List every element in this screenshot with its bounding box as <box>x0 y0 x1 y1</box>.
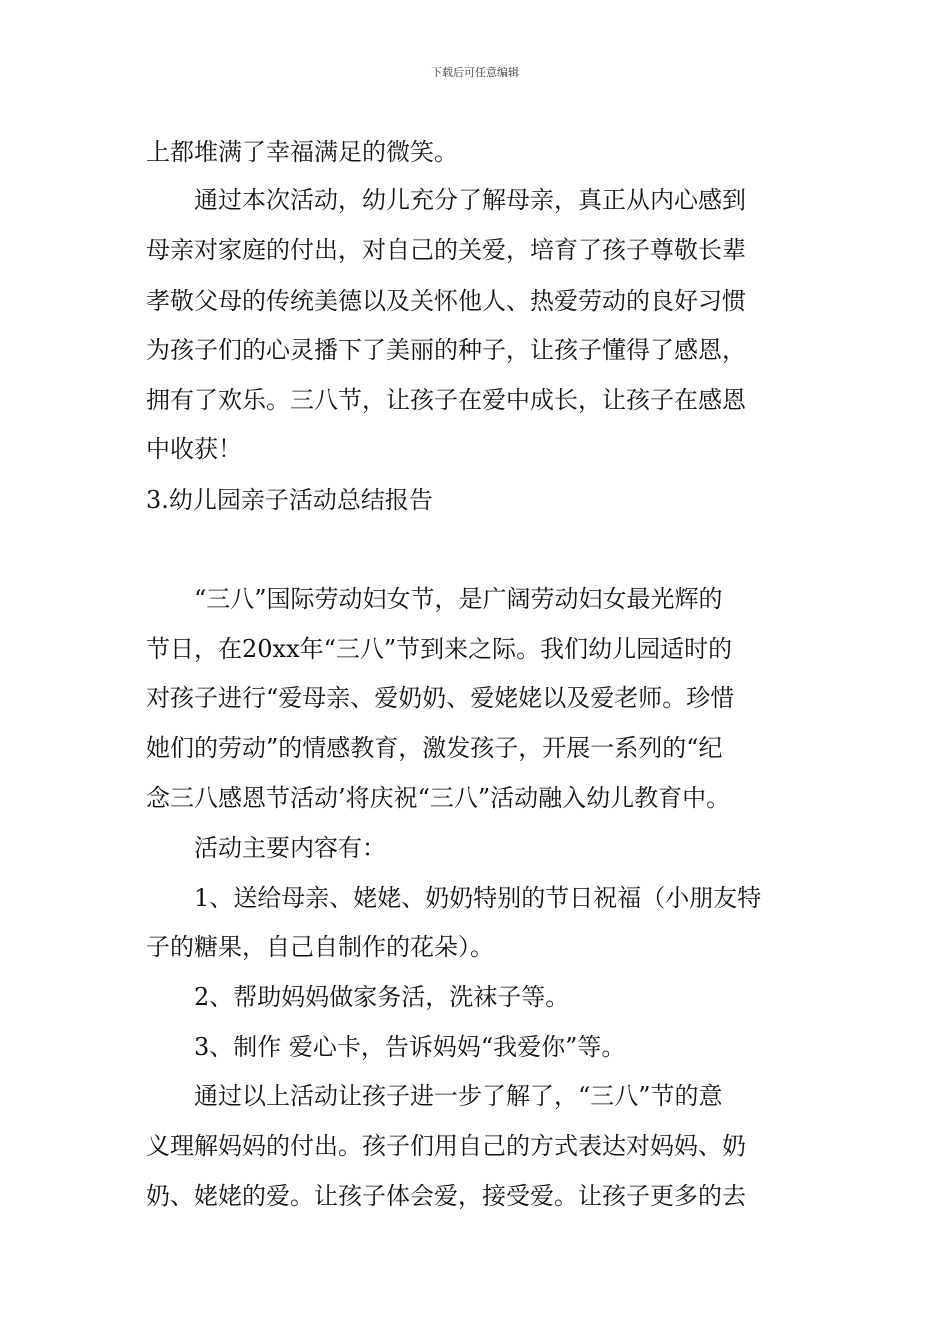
page-header: 下载后可任意编辑 <box>431 66 519 79</box>
text-line: 节日，在20xx年“三八”节到来之际。我们幼儿园适时的 <box>146 635 733 663</box>
text-line: 她们的劳动”的情感教育，激发孩子，开展一系列的“纪 <box>146 734 723 762</box>
list-item: 3、制作 爱心卡，告诉妈妈“我爱你”等。 <box>146 1033 626 1061</box>
text-line: 为孩子们的心灵播下了美丽的种子，让孩子懂得了感恩， <box>146 336 746 364</box>
text-line: 子的糖果，自己自制作的花朵）。 <box>146 933 494 961</box>
list-item: 1、送给母亲、姥姥、奶奶特别的节日祝福（小朋友特 <box>146 884 762 912</box>
text-line: 通过以上活动让孩子进一步了解了，“三八”节的意 <box>146 1082 723 1110</box>
text-line: 孝敬父母的传统美德以及关怀他人、热爱劳动的良好习惯 <box>146 287 746 315</box>
text-line: 拥有了欢乐。三八节，让孩子在爱中成长，让孩子在感恩 <box>146 386 746 414</box>
text-line: 奶、姥姥的爱。让孩子体会爱，接受爱。让孩子更多的去 <box>146 1182 746 1210</box>
section-heading: 3.幼儿园亲子活动总结报告 <box>146 486 433 514</box>
text-line: 义理解妈妈的付出。孩子们用自己的方式表达对妈妈、奶 <box>146 1132 746 1160</box>
text-line: 活动主要内容有： <box>146 834 386 862</box>
text-line: “三八”国际劳动妇女节，是广阔劳动妇女最光辉的 <box>146 585 723 613</box>
text-line: 中收获！ <box>146 435 242 463</box>
text-line: 上都堆满了幸福满足的微笑。 <box>146 138 458 166</box>
text-line: 对孩子进行“爱母亲、爱奶奶、爱姥姥以及爱老师。珍惜 <box>146 684 735 712</box>
text-line: 母亲对家庭的付出，对自己的关爱，培育了孩子尊敬长辈 <box>146 236 746 264</box>
text-line: 通过本次活动，幼儿充分了解母亲，真正从内心感到 <box>146 186 746 214</box>
list-item: 2、帮助妈妈做家务活，洗袜子等。 <box>146 983 570 1011</box>
text-line: 念三八感恩节活动’将庆祝“三八”活动融入幼儿教育中。 <box>146 784 731 812</box>
